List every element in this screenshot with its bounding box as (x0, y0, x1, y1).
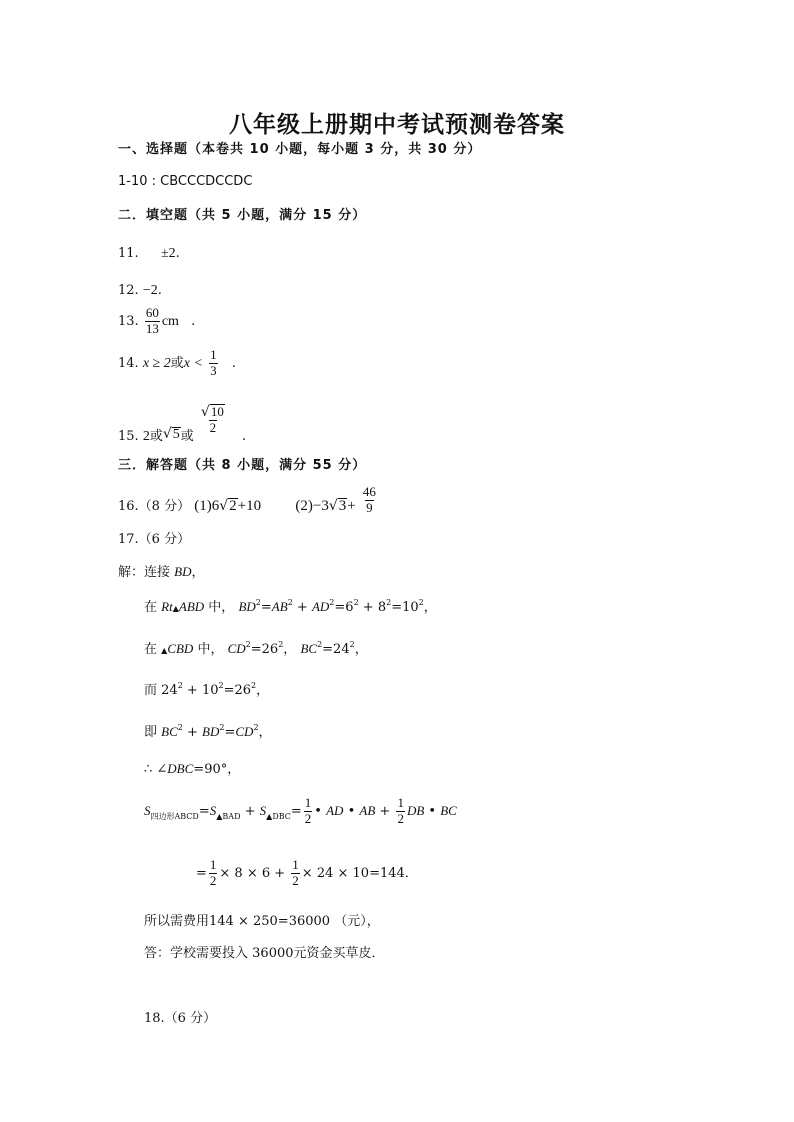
q16-p1: (1)6√2+10 (194, 497, 262, 514)
q17-line3: 在 ▲CBD 中， $CD^2=26^2$， $BC^2=24^2$， (144, 640, 368, 657)
section1-heading: 一、选择题（本卷共 10 小题，每小题 3 分，共 30 分） (118, 142, 482, 157)
q16 (118, 485, 379, 516)
q15-fraction: $\frac{√10}{2}$ (200, 404, 224, 436)
q17-line4: 而 $24^2 + 10^2=26^2$， (144, 681, 270, 698)
q11: 11. ±2. (118, 246, 180, 261)
q12-num: 12. (118, 283, 139, 298)
q14-part2: x < (183, 355, 203, 371)
q12: 12. −2. (118, 283, 162, 298)
q15: 15. 2或√5或 $\frac{√10}{2}$ . (118, 404, 247, 444)
q17-line6: ∴ ∠DBC=90°， (144, 761, 241, 777)
q15-num: 15. (118, 428, 139, 444)
q17-line2: 在 Rt▲ABD 中， $BD^2=AB^2 + AD^2=6^2 + 8^2=10^2$， (144, 598, 437, 615)
q14-part1: x ≥ 2 (142, 355, 171, 371)
q13: 13. $\frac{60}{13}$ cm . (118, 305, 196, 336)
q13-fraction: $\frac{60}{13}$ (145, 305, 159, 336)
q17-line1: 解：连接 BD， (118, 564, 205, 580)
q13-num: 13. (118, 313, 139, 329)
q15-or2: 或 (180, 428, 194, 444)
section2-heading: 二．填空题（共 5 小题，满分 15 分） (118, 208, 367, 223)
q15-a: 2 (142, 428, 150, 444)
q11-num: 11. (118, 246, 139, 261)
q17-line10: 答：学校需要投入 36000元资金买草皮． (144, 946, 385, 961)
q16-num: 16.（8 分） (118, 498, 191, 514)
page-title: 八年级上册期中考试预测卷答案 (229, 112, 565, 138)
q13-unit: cm (161, 313, 179, 329)
q11-answer: ±2 (160, 246, 176, 261)
q17-num: 17.（6 分） (118, 532, 191, 547)
q16-fraction: $\frac{46}{9}$ (362, 484, 376, 515)
q17-line5: 即 $BC^2 + BD^2=CD^2$， (144, 723, 272, 740)
q16-p2: (2)−3√3+ (295, 497, 356, 514)
q18-num: 18.（6 分） (144, 1011, 217, 1026)
section3-heading: 三．解答题（共 8 小题，满分 55 分） (118, 458, 367, 473)
q15-b: 5 (172, 426, 180, 442)
section1-answers: 1-10 : CBCCCDCCDC (118, 174, 253, 189)
q17-line7: $S_{四边形ABCD}=S_{▲BAD} + S_{▲DBC}=$ $\frac{1}{2}$ • AD • AB + $\frac{1}{2}$ DB • BC (144, 795, 457, 826)
q12-answer: −2 (142, 283, 158, 298)
q14: 14. x ≥ 2或x < $\frac{1}{3}$ . (118, 347, 236, 378)
q14-fraction: $\frac{1}{3}$ (210, 347, 217, 378)
q17-line9: 所以需费用144 × 250=36000 （元）， (144, 914, 380, 929)
q15-or1: 或 (149, 428, 163, 444)
q17-line8: = $\frac{1}{2}$ × 8 × 6 + $\frac{1}{2}$ × 24 × 10=144． (196, 857, 418, 888)
q14-or: 或 (170, 355, 184, 371)
q14-num: 14. (118, 355, 139, 371)
